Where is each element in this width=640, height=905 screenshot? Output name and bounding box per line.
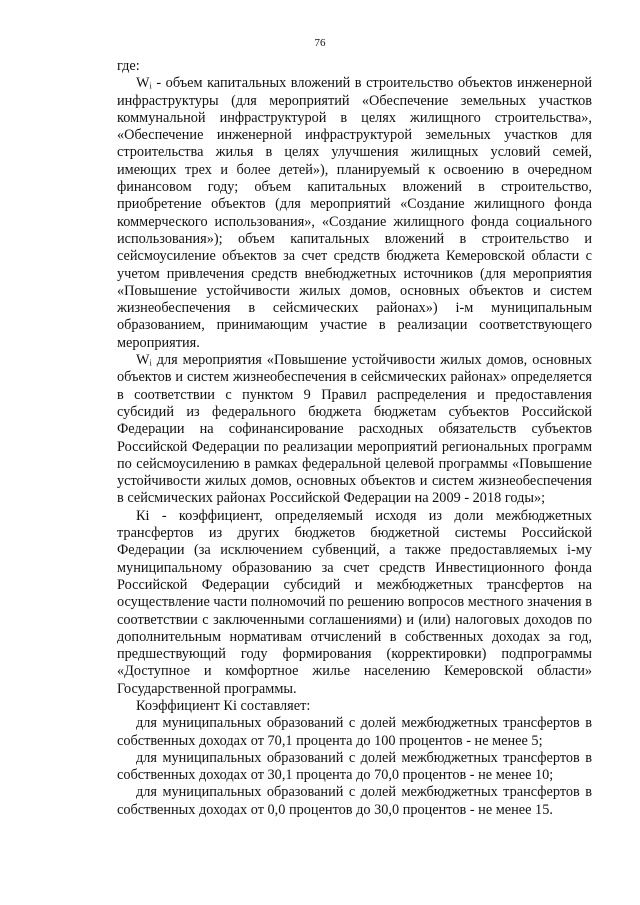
paragraph-wi-seismic: Wᵢ для мероприятия «Повышение устойчивости жилых домов, основных объектов и систем жизнеобеспечения в сейсмических районах» определяется в соответствии с пунктом 9 Правил распределения и предоставления субсидий из федерального бюджета бюджетам субъектов Российской Федерации на софинансирование расходных обязательств субъектов Российской Федерации по реализации мероприятий региональных программ по сейсмоусилению в рамках федеральной целевой программы «Повышение устойчивости жилых домов, основных объектов и систем жизнеобеспечения в сейсмических районах Российской Федерации на 2009 - 2018 годы»; xyxy=(117,352,592,507)
paragraph-ki-case-2: для муниципальных образований с долей межбюджетных трансфертов в собственных доходах от 30,1 процента до 70,0 процентов - не менее 10; xyxy=(117,749,592,784)
document-body xyxy=(117,58,592,819)
paragraph-ki-case-1: для муниципальных образований с долей межбюджетных трансфертов в собственных доходах от 70,1 процента до 100 процентов - не менее 5; xyxy=(117,715,592,749)
paragraph-where: где: xyxy=(117,58,140,74)
paragraph-ki-intro: Коэффициент Кi составляет: xyxy=(136,697,311,714)
paragraph-ki-definition: Кi - коэффициент, определяемый исходя из доли межбюджетных трансфертов из других бюджетов бюджетной системы Российской Федерации (за исключением субвенций, а также предоставляемых i-му муниципальному образованию за счет средств Инвестиционного фонда Российской Федерации субсидий и межбюджетных трансфертов на осуществление части полномочий по решению вопросов местного значения в соответствии с заключенными соглашениями) и (или) налоговых доходов по дополнительным нормативам отчислений в собственных доходах за год, предшествующий году формирования (корректировки) подпрограммы «Доступное и комфортное жилье населению Кемеровской области» Государственной программы. xyxy=(117,507,592,697)
paragraph-ki-case-3: для муниципальных образований с долей межбюджетных трансфертов в собственных доходах от 0,0 процентов до 30,0 процентов - не менее 15. xyxy=(117,784,592,818)
page-number: 76 xyxy=(314,37,326,49)
paragraph-wi-definition: Wᵢ - объем капитальных вложений в строительство объектов инженерной инфраструктуры (для мероприятий «Обеспечение земельных участков коммунальной инфраструктурой в целях жилищного строительства», «Обеспечение инженерной инфраструктурой земельных участков для строительства жилья в целях улучшения жилищных условий семей, имеющих трех и более детей»), планируемый к освоению в очередном финансовом году; объем капитальных вложений в строительство, приобретение объектов (для мероприятий «Создание жилищного фонда коммерческого использования», «Создание жилищного фонда социального использования»); объем капитальных вложений в строительство и сейсмоусиление объектов за счет средств бюджета Кемеровской области с учетом привлечения средств внебюджетных источников (для мероприятия «Повышение устойчивости жилых домов, основных объектов и систем жизнеобеспечения в сейсмических районах») i-м муниципальным образованием, принимающим участие в реализации соответствующего мероприятия. xyxy=(117,75,592,351)
